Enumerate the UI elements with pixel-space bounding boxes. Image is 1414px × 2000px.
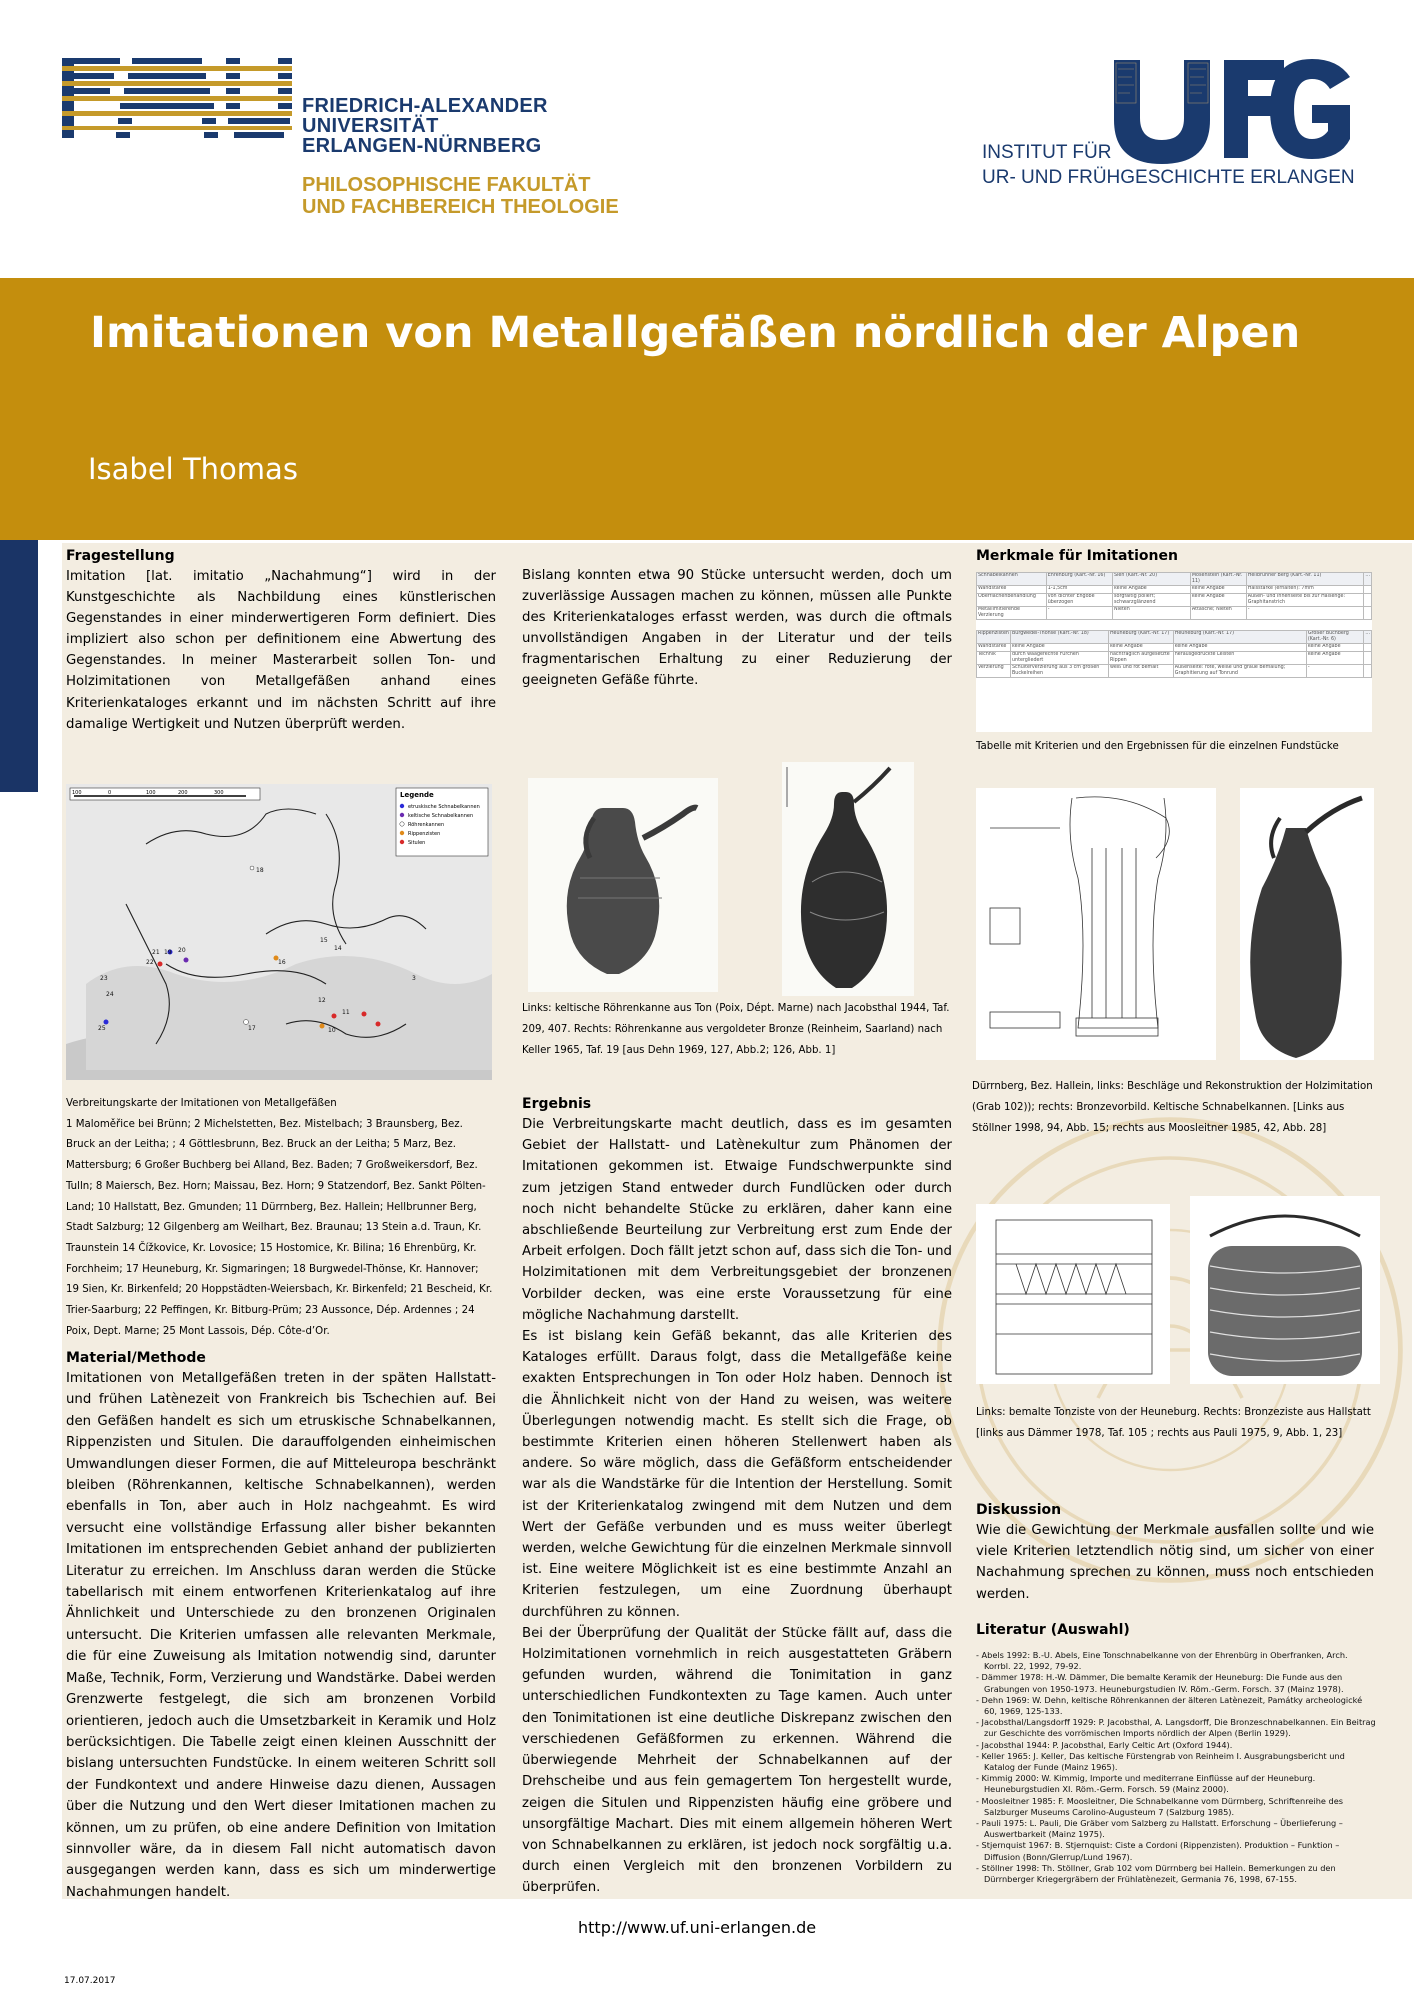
bronze-cist-image <box>1190 1196 1380 1384</box>
svg-text:3: 3 <box>412 975 416 982</box>
criteria-table <box>976 572 1372 732</box>
table-row: Oberflächenbehandlung von dichter Engobe überzogen sorgfältig poliert; schwarzglänzend keine Angabe Außen- und Innenseite bis zur Halsenge: Graphitanstrich <box>977 594 1372 607</box>
clay-jug-image <box>528 778 718 992</box>
scale-label: 100 <box>72 790 82 796</box>
ergebnis-p2: Es ist bislang kein Gefäß bekannt, das alle Kriterien des Kataloges erfüllt. Daraus folgt, dass die Metallgefäße keine exakten Entsprechungen in Ton oder Holz haben. Dennoch ist die Ähnlichkeit nicht von der Hand zu weisen, was weitere Überlegungen notwendig macht. Es stellt sich die Frage, ob bestimmte Kriterien einen höheren Stellenwert haben als andere. So wäre möglich, dass die Gefäßform entscheidender war als die Wandstärke für die Intention der Herstellung. Somit ist der Kriterienkatalog zwingend mit dem Nutzen und dem Wert der Gefäße verbunden und es muss weiter überlegt werden, welche Gewichtung für die einzelnen Merkmale sinnvoll ist. Eine weitere Möglichkeit ist es eine bestimmte Anzahl an Kriterien festzulegen, um eine Zuordnung überhaupt durchführen zu können. <box>522 1329 952 1620</box>
map-caption-title: Verbreitungskarte der Imitationen von Metallgefäßen <box>66 1098 337 1109</box>
table-row: Wandstärke keine Angabe keine Angabe keine Angabe keine Angabe <box>977 644 1372 652</box>
intro-section <box>522 565 952 692</box>
table-row: Wandstärke 1-1,5cm keine Angabe keine Angabe Halsstärke (erhalten): 7mm <box>977 586 1372 594</box>
table-row: Metallimitierende Verzierung - Nieten Attasche; Nieten - <box>977 607 1372 620</box>
map-caption <box>66 1094 494 1342</box>
title-left-strip <box>0 278 38 540</box>
poster-author: Isabel Thomas <box>88 452 298 486</box>
institute-name: INSTITUT FÜR UR- UND FRÜHGESCHICHTE ERLANGEN <box>982 142 1355 188</box>
svg-text:20: 20 <box>178 947 186 954</box>
ergebnis-heading: Ergebnis <box>522 1096 592 1112</box>
literature-item: - Dehn 1969: W. Dehn, keltische Röhrenkannen der älteren Latènezeit, Památky archeologické 60, 1969, 125-133. <box>976 1694 1363 1717</box>
literature-item: - Abels 1992: B.-U. Abels, Eine Tonschnabelkanne von der Ehrenbürg in Oberfranken, Arch. Korrbl. 22, 1992, 79-92. <box>976 1650 1348 1672</box>
table-row: Rippenzisten Burgwedel-Thönse (Kart.-Nr. 18) Heuneburg (Kart.-Nr. 17) Heuneburg (Kart.-Nr. 17) Großer Buchberg (Kart.-Nr. 6) ... <box>978 631 1370 642</box>
diskussion-heading: Diskussion <box>976 1502 1062 1518</box>
poster-title: Imitationen von Metallgefäßen nördlich der Alpen <box>90 308 1301 358</box>
map-scale <box>70 788 260 800</box>
svg-text:18: 18 <box>256 867 264 874</box>
ergebnis-section <box>522 1094 952 1899</box>
material-heading: Material/Methode <box>66 1350 206 1366</box>
literature-item: - Keller 1965: J. Keller, Das keltische Fürstengrab von Reinheim I. Ausgrabungsbericht und Katalog der Funde (Mainz 1965). <box>976 1750 1345 1773</box>
table-row: Technik durch waagerechte Furchen untergliedert nachträglich aufgesetzte Rippen herausgedrückte Leisten keine Angabe <box>977 652 1372 665</box>
literature-item: - Jacobsthal 1944: P. Jacobsthal, Early Celtic Art (Oxford 1944). <box>976 1739 1233 1750</box>
fragestellung-text: Imitation [lat. imitatio „Nachahmung“] wird in der Kunstgeschichte als Nachbildung eines künstlerischen Gegenstandes in einer minderwertigeren Form definiert. Dies impliziert also schon per definitionem eine Abwertung des Gegenstandes. In meiner Masterarbeit sollen Ton- und Holzimitationen von Metallgefäßen anhand eines Kriterienkataloges erkannt und im nächsten Schritt auf ihre damalige Wertigkeit und Nutzen überprüft werden. <box>66 569 496 732</box>
accent-strip <box>0 540 38 792</box>
svg-text:25: 25 <box>98 1025 106 1032</box>
map-caption-text: 1 Maloměřice bei Brünn; 2 Michelstetten, Bez. Mistelbach; 3 Braunsberg, Bez. Bruck an der Leitha; ; 4 Göttlesbrunn, Bez. Bruck an der Leitha; 5 Marz, Bez. Mattersburg; 6 Großer Buchberg bei Alland, Bez. Baden; 7 Großweikersdorf, Bez. Tulln; 8 Maiersch, Bez. Horn; Maissau, Bez. Horn; 9 Statzendorf, Bez. Sankt Pölten-Land; 10 Hallstatt, Bez. Gmunden; 11 Dürrnberg, Bez. Hallein; Hellbrunner Berg, Stadt Salzburg; 12 Gilgenberg am Weilhart, Bez. Braunau; 13 Stein a.d. Traun, Kr. Traunstein 14 Čížkovice, Kr. Lovosice; 15 Hostomice, Kr. Bilina; 16 Ehrenbürg, Kr. Forchheim; 17 Heuneburg, Kr. Sigmaringen; 18 Burgwedel-Thönse, Kr. Hannover; 19 Sien, Kr. Birkenfeld; 20 Hoppstädten-Weiersbach, Kr. Birkenfeld; 21 Bescheid, Kr. Trier-Saarburg; 22 Peffingen, Kr. Bitburg-Prüm; 23 Aussonce, Dép. Ardennes ; 24 Poix, Dept. Marne; 25 Mont Lassois, Dép. Côte-d’Or. <box>66 1118 493 1337</box>
duernberg-caption: Dürrnberg, Bez. Hallein, links: Beschläge und Rekonstruktion der Holzimitation (Grab 102)); rechts: Bronzevorbild. Keltische Schnabelkannen. [Links aus Stöllner 1998, 94, Abb. 15; rechts aus Moosleitner 1985, 42, Abb. 28] <box>972 1081 1373 1134</box>
duernberg-reconstruction-image <box>976 788 1216 1060</box>
scale-label: 0 <box>108 790 112 796</box>
fau-logo <box>62 58 292 138</box>
criteria-table-2 <box>976 630 1372 678</box>
scale-label: 300 <box>214 790 224 796</box>
criteria-table-1 <box>976 572 1372 620</box>
literature-item: - Dämmer 1978: H.-W. Dämmer, Die bemalte Keramik der Heuneburg: Die Funde aus den Grabungen von 1950-1973. Heuneburgstudien IV. Röm.-Germ. Forsch. 37 (Mainz 1978). <box>976 1672 1344 1694</box>
fragestellung-heading: Fragestellung <box>66 548 175 564</box>
table-row: Verzierung Schulterverzierung aus 3 cm großen Buckelreihen weiß und rot bemalt Außenseite: rote, weiße und graue Bemalung; Graphitierung auf Tonrund - <box>977 665 1372 678</box>
table-caption: Tabelle mit Kriterien und den Ergebnissen für die einzelnen Fundstücke <box>976 741 1339 752</box>
website-link[interactable]: http://www.uf.uni-erlangen.de <box>578 1918 817 1937</box>
svg-text:10: 10 <box>328 1027 336 1034</box>
bronze-beaked-flagon-image <box>1240 788 1374 1060</box>
scale-label: 200 <box>178 790 188 796</box>
svg-text:21: 21 <box>152 949 160 956</box>
legend-title: Legende <box>400 791 434 799</box>
diskussion-section <box>976 1500 1374 1605</box>
heuneburg-caption: Links: bemalte Tonziste von der Heuneburg. Rechts: Bronzeziste aus Hallstatt [links aus Dämmer 1978, Taf. 105 ; rechts aus Pauli 1975, 9, Abb. 1, 23] <box>976 1407 1371 1439</box>
legend-item: etruskische Schnabelkannen <box>408 804 480 810</box>
legend-item: Rippenzisten <box>408 831 441 837</box>
ergebnis-p3: Bei der Überprüfung der Qualität der Stücke fällt auf, dass die Holzimitationen vornehmlich in reich ausgestatteten Gräbern gefunden wurden, während die Tonimitation in ganz unterschiedlichen Fundkontexten zu Tage kamen. Auch unter den Tonimitationen ist eine deutliche Diskrepanz zwischen den verschiedenen Gefäßformen zu erkennen. Während die überwiegende Mehrheit der Schnabelkannen auf der Drehscheibe und aus fein gemagertem Ton hergestellt wurde, zeigen die Situlen und Rippenzisten häufig eine gröbere und unsorgfältige Machart. Dies mit einem allgemein höheren Wert von Schnabelkannen zu erklären, ist jedoch nock sorgfältig u.a. durch einen Vergleich mit den bronzenen Vorbildern zu überprüfen. <box>522 1625 952 1896</box>
intro-text: Bislang konnten etwa 90 Stücke untersucht werden, doch um zuverlässige Aussagen machen zu können, müssen alle Punkte des Kriterienkataloges erfasst werden, was durch die oftmals unvollständigen Angaben in der Literatur und der teils fragmentarischen Erhaltung zu einer Reduzierung der geeigneten Gefäße führte. <box>522 568 952 689</box>
jugs-caption: Links: keltische Röhrenkanne aus Ton (Poix, Dépt. Marne) nach Jacobsthal 1944, Taf. 209, 407. Rechts: Röhrenkanne aus vergoldeter Bronze (Reinheim, Saarland) nach Keller 1965, Taf. 19 [aus Dehn 1969, 127, Abb.2; 126, Abb. 1] <box>522 1003 950 1056</box>
literature-item: - Stöllner 1998: Th. Stöllner, Grab 102 vom Dürrnberg bei Hallein. Bemerkungen zu den Dürrnberger Kriegergräbern der Frühlatènezeit, Germania 76, 1998, 67-155. <box>976 1862 1336 1885</box>
ergebnis-p1: Die Verbreitungskarte macht deutlich, dass es im gesamten Gebiet der Hallstatt- und Latènekultur zum Phänomen der Imitationen gekommen ist. Etwaige Fundschwerpunkte sind zum jetzigen Stand entweder durch Fundlücken oder durch noch nicht behandelte Stücke zu erklären, daher kann eine abschließende Beurteilung zur Verbreitung erst zum Ende der Arbeit erfolgen. Doch fällt jetzt schon auf, dass sich die Ton- und Holzimitationen mit dem Verbreitungsgebiet der bronzenen Vorbilder decken, was eine erste Voraussetzung für eine mögliche Nachahmung darstellt. <box>522 1117 952 1323</box>
svg-text:19: 19 <box>164 949 172 956</box>
literature-item: - Pauli 1975: L. Pauli, Die Gräber vom Salzberg zu Hallstatt. Erforschung – Überlieferung – Auswertbarkeit (Mainz 1975). <box>976 1818 1343 1840</box>
literature-item: - Moosleitner 1985: F. Moosleitner, Die Schnabelkanne vom Dürrnberg, Schriftenreihe des Salzburger Museums Carolino-Augusteum 7 (Salzburg 1985). <box>976 1795 1344 1817</box>
literatur-heading: Literatur (Auswahl) <box>976 1622 1130 1638</box>
svg-text:12: 12 <box>318 997 326 1004</box>
scale-label: 100 <box>146 790 156 796</box>
literature-item: - Stjernquist 1967: B. Stjernquist: Ciste a Cordoni (Rippenzisten). Produktion – Funktion – Diffusion (Bonn/Glerrup/Lund 1967). <box>976 1840 1340 1862</box>
distribution-map <box>66 784 492 1080</box>
material-section <box>66 1348 496 1903</box>
bronze-jug-image <box>782 762 914 996</box>
literature-list <box>976 1650 1376 1885</box>
svg-text:14: 14 <box>334 945 342 952</box>
university-name: FRIEDRICH-ALEXANDER UNIVERSITÄT ERLANGEN-NÜRNBERG <box>302 95 548 157</box>
svg-text:23: 23 <box>100 975 108 982</box>
svg-text:17: 17 <box>248 1025 256 1032</box>
legend-item: Situlen <box>408 840 426 846</box>
faculty-name: PHILOSOPHISCHE FAKULTÄT UND FACHBEREICH THEOLOGIE <box>302 174 619 218</box>
poster-header <box>0 0 1414 278</box>
clay-cist-image <box>976 1204 1170 1384</box>
svg-text:16: 16 <box>278 959 286 966</box>
literature-item: - Jacobsthal/Langsdorff 1929: P. Jacobsthal, A. Langsdorff, Die Bronzeschnabelkannen. Ein Beitrag zur Geschichte des vorrömischen Imports nördlich der Alpen (Berlin 1929). <box>976 1717 1376 1739</box>
diskussion-text: Wie die Gewichtung der Merkmale ausfallen sollte und wie viele Kriterien letztendlich nötig sind, um sicher von einer Nachahmung sprechen zu können, muss noch entschieden werden. <box>976 1523 1374 1602</box>
literature-item: - Kimmig 2000: W. Kimmig, Importe und mediterrane Einflüsse auf der Heuneburg. Heuneburgstudien XI. Röm.-Germ. Forsch. 59 (Mainz 2000). <box>976 1773 1316 1795</box>
svg-text:22: 22 <box>146 959 154 966</box>
table-row: Schnabelkannen Ehrenbürg (Kart.-Nr. 16) Sien (Kart.-Nr. 20) Mosenstein (Kart.-Nr. 11) Heilbrunner Berg (Kart.-Nr. 11) ... <box>978 573 1370 584</box>
merkmale-heading: Merkmale für Imitationen <box>976 548 1178 564</box>
legend-item: keltische Schnabelkannen <box>408 813 474 819</box>
svg-text:24: 24 <box>106 991 114 998</box>
map-legend <box>396 788 488 856</box>
legend-item: Röhrenkannen <box>408 822 445 828</box>
svg-text:15: 15 <box>320 937 328 944</box>
poster-date: 17.07.2017 <box>64 1976 116 1986</box>
svg-text:11: 11 <box>342 1009 350 1016</box>
material-text: Imitationen von Metallgefäßen treten in der späten Hallstatt- und frühen Latènezeit von Frankreich bis Tschechien auf. Bei den Gefäßen handelt es sich um etruskische Schnabelkannen, Rippenzisten und Situlen. Die darauffolgenden einheimischen Umwandlungen dieser Formen, die auf Mitteleuropa beschränkt bleiben (Röhrenkannen, keltische Schnabelkannen), werden ebenfalls in Ton, aber auch in Holz nachgeahmt. Es wird versucht eine vollständige Erfassung aller bisher bekannten Imitationen im entsprechenden Gebiet anhand der publizierten Literatur zu erreichen. Im Anschluss daran werden die Stücke tabellarisch mit einem entworfenen Kriterienkatalog auf ihre Ähnlichkeit und Unterschiede zu den bronzenen Originalen untersucht. Die Kriterien umfassen alle relevanten Merkmale, die für eine Zuweisung als Imitation notwendig sind, darunter Maße, Technik, Form, Verzierung und Wandstärke. Dabei werden Grenzwerte festgelegt, die sich am bronzenen Vorbild orientieren, jedoch auch die Umsetzbarkeit in Keramik und Holz berücksichtigen. Die Tabelle zeigt einen kleinen Ausschnitt der bislang untersuchten Fundstücke. In einem weiteren Schritt soll der Fundkontext und andere Hinweise dazu dienen, Aussagen über die Nutzung und den Wert dieser Imitationen machen zu können, um zu prüfen, ob eine andere Definition von Imitation sinnvoller wäre, da in diesem Fall nicht automatisch davon ausgegangen werden kann, dass es sich um minderwertige Nachahmungen handelt. <box>66 1371 496 1900</box>
fragestellung-section <box>66 546 496 735</box>
literatur-section <box>976 1620 1376 1885</box>
